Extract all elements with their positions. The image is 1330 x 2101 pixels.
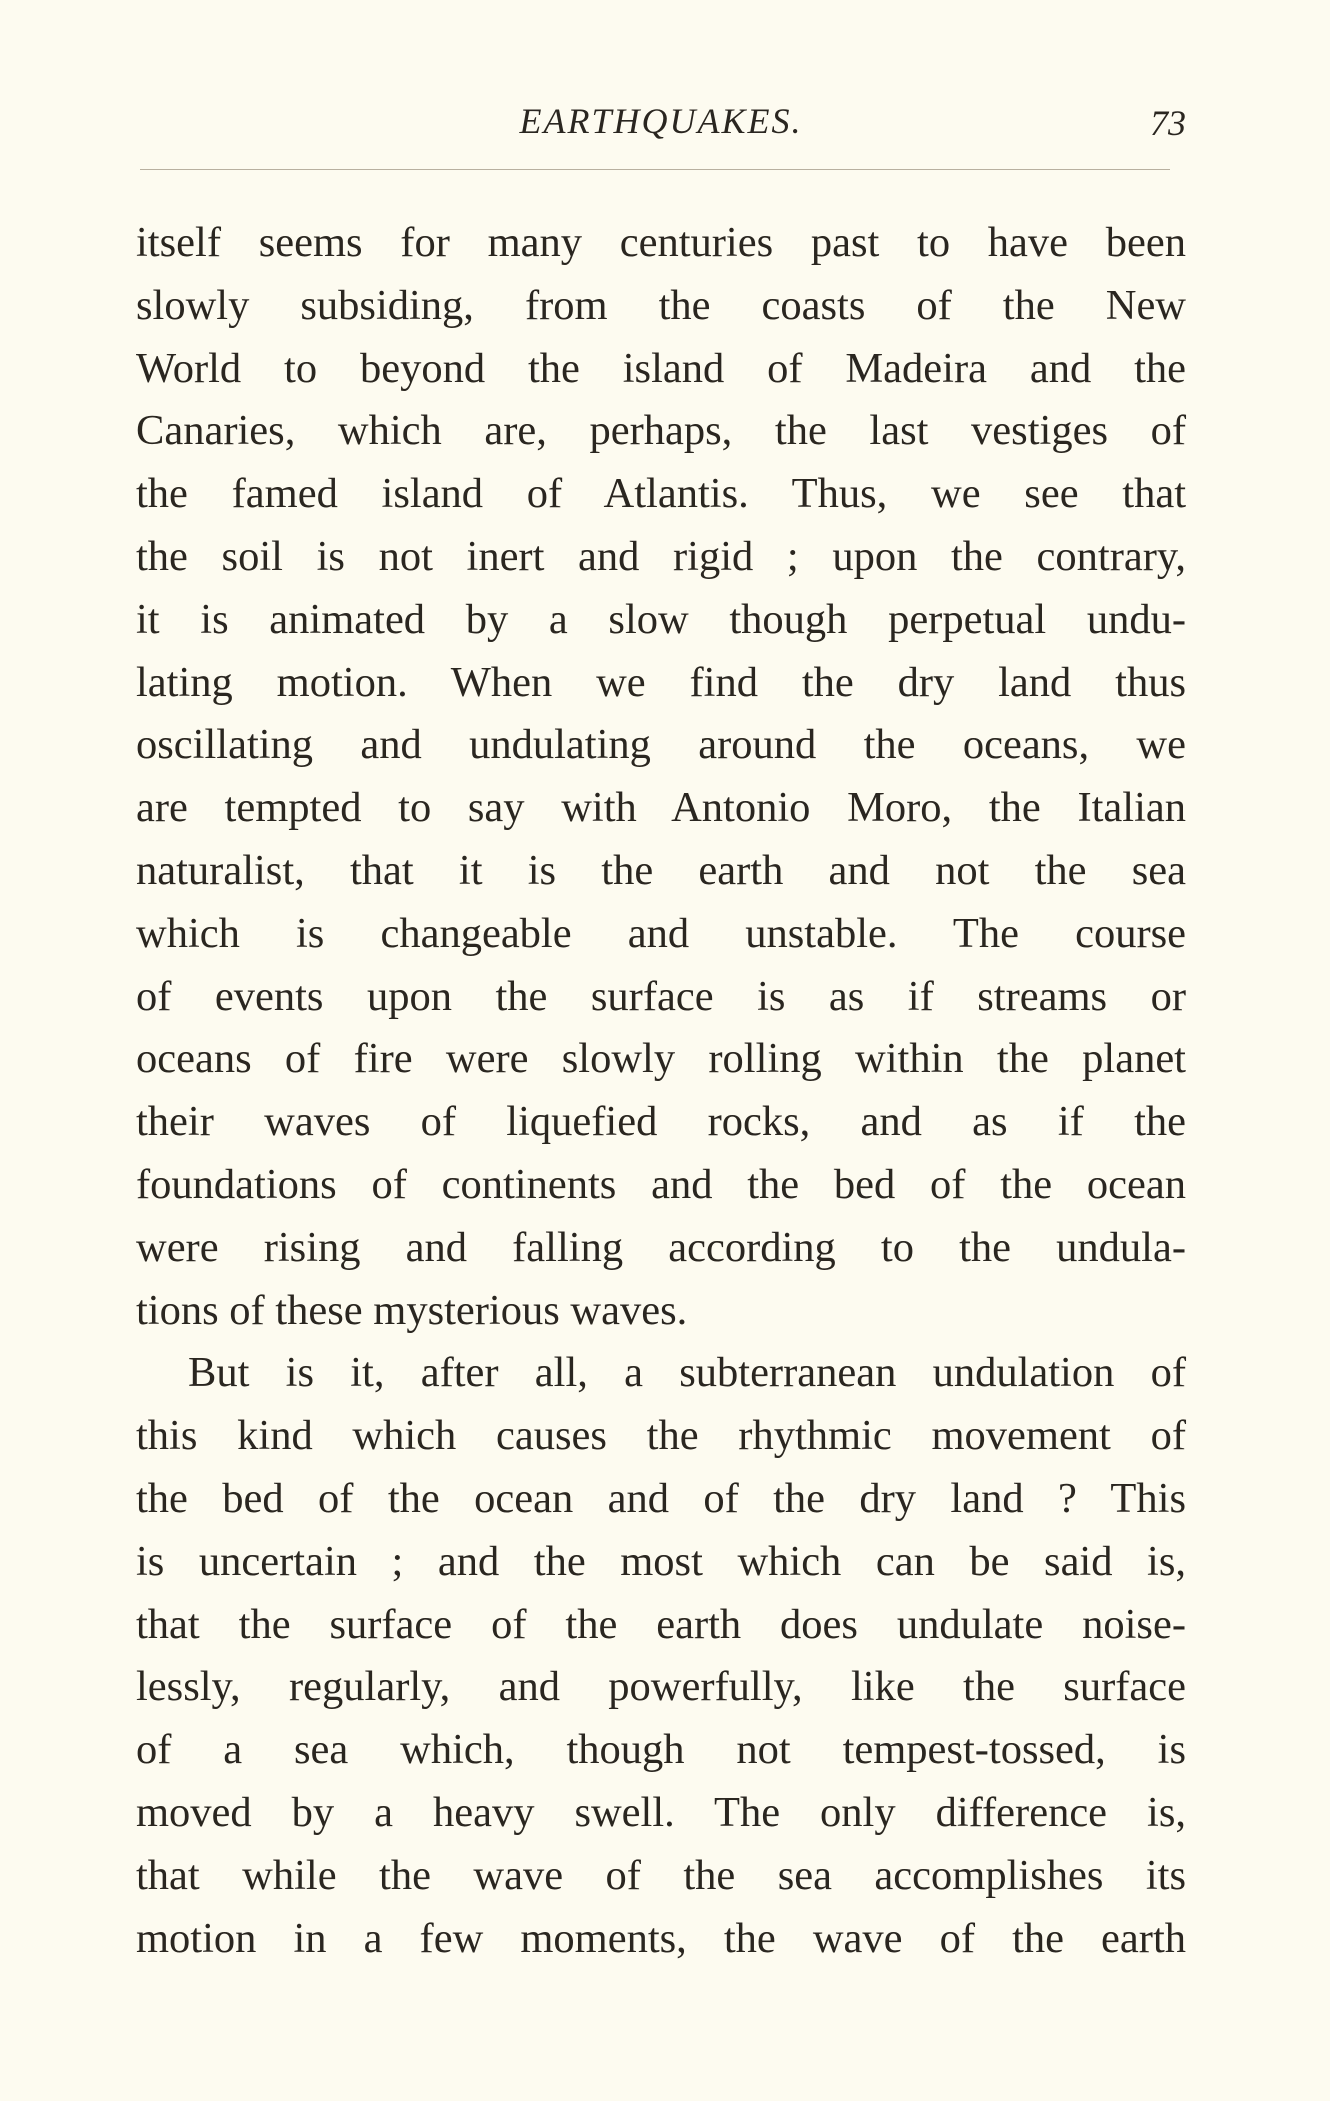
- body-text: [136, 212, 1186, 1970]
- text-line: is uncertain ; and the most which can be said is,: [136, 1537, 1186, 1585]
- text-line: the soil is not inert and rigid ; upon the contrary,: [136, 532, 1186, 580]
- text-line: World to beyond the island of Madeira and the: [136, 344, 1186, 392]
- text-line: their waves of liquefied rocks, and as if the: [136, 1098, 1186, 1146]
- text-line: that the surface of the earth does undulate noise-: [136, 1600, 1186, 1648]
- text-line: itself seems for many centuries past to have been: [136, 219, 1186, 266]
- text-line: moved by a heavy swell. The only difference is,: [136, 1788, 1186, 1836]
- text-line: it is animated by a slow though perpetual undu-: [136, 595, 1186, 643]
- text-line: the bed of the ocean and of the dry land ? This: [136, 1474, 1186, 1522]
- paragraph-start-line: But is it, after all, a subterranean undulation of: [188, 1349, 1186, 1397]
- text-line: oceans of fire were slowly rolling within the planet: [136, 1035, 1186, 1083]
- text-line: lating motion. When we find the dry land thus: [136, 658, 1186, 706]
- text-line: motion in a few moments, the wave of the earth: [136, 1914, 1186, 1962]
- text-line: lessly, regularly, and powerfully, like the surface: [136, 1663, 1186, 1711]
- text-line: which is changeable and unstable. The course: [136, 909, 1186, 957]
- paragraph-end-line: tions of these mysterious waves.: [136, 1286, 688, 1334]
- text-line: are tempted to say with Antonio Moro, the Italian: [136, 784, 1186, 832]
- text-line: oscillating and undulating around the oceans, we: [136, 721, 1186, 769]
- header-rule: [140, 169, 1170, 170]
- text-line: the famed island of Atlantis. Thus, we see that: [136, 470, 1186, 518]
- page-number: 73: [1150, 103, 1186, 143]
- text-line: naturalist, that it is the earth and not the sea: [136, 846, 1186, 894]
- text-line: were rising and falling according to the undula-: [136, 1223, 1186, 1271]
- text-line: of a sea which, though not tempest-tossed, is: [136, 1726, 1186, 1774]
- text-line: of events upon the surface is as if streams or: [136, 972, 1186, 1020]
- text-line: foundations of continents and the bed of the ocean: [136, 1160, 1186, 1208]
- text-line: slowly subsiding, from the coasts of the New: [136, 281, 1186, 329]
- text-line: that while the wave of the sea accomplishes its: [136, 1851, 1186, 1899]
- running-head: [136, 100, 1186, 150]
- running-title: EARTHQUAKES.: [519, 101, 803, 141]
- text-line: this kind which causes the rhythmic movement of: [136, 1412, 1186, 1460]
- text-line: Canaries, which are, perhaps, the last vestiges of: [136, 407, 1186, 455]
